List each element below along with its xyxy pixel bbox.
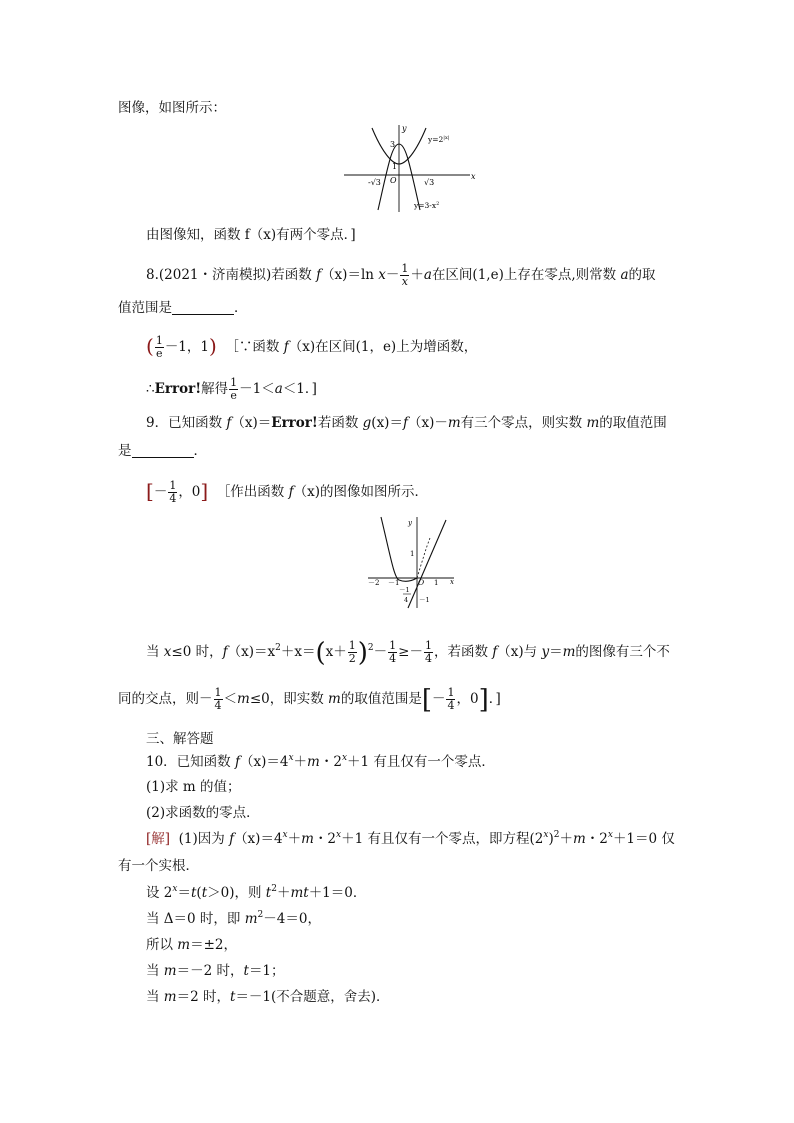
text-line: 图像，如图所示：	[118, 100, 226, 116]
x-axis-label: x	[471, 172, 476, 181]
answer-blank	[132, 443, 194, 458]
origin-label: O	[390, 176, 397, 185]
graph-figure-2	[364, 514, 460, 610]
graph-figure-1	[340, 122, 480, 214]
answer-8: ( $\frac{1}{e}$ －1，1) ［∵函数 f（x)在区间(1，e)上为增函数，	[146, 334, 478, 360]
root-label: -√3	[368, 178, 381, 187]
fraction: $\frac{1}{x}$	[401, 262, 409, 288]
solution-line-1: [解] (1)因为 $f(x)=4^x+m$・$2^x+1$ 有且仅有一个零点，即方程$(2^x)^2+m$・$2^x+1=0$ 仅	[146, 830, 675, 847]
text-line: 由图像知，函数 f（x)有两个零点．]	[146, 227, 356, 243]
origin-label: O	[418, 578, 425, 587]
question-10-part-2: (2)求函数的零点．	[146, 805, 260, 821]
answer-9-line-1: 当 x≤0 时，$f(x)=x^2+x=(x+$ $\frac{1}{2}$ )$^2$－ $\frac{1}{4}$ ≥－ $\frac{1}{4}$ ，若函数 f（x)与 y＝m的图像有三个不	[146, 638, 670, 668]
solution-line-4: 当 Δ＝0 时，即 $m^2-4=0$，	[146, 910, 321, 927]
tick-label: 1	[410, 550, 415, 558]
answer-9: [－ $\frac{1}{4}$ ，0] ［作出函数 f（x)的图像如图所示．	[146, 479, 428, 505]
answer-8-cont: ∴Error!解得 $\frac{1}{e}$ －1＜a＜1．]	[146, 376, 317, 402]
curve-label: $y=2^{|x|}$	[428, 135, 450, 144]
solution-line-6: 当 m＝－2 时，t＝1；	[146, 963, 285, 979]
root-label: √3	[424, 178, 435, 187]
line-branch	[408, 520, 446, 608]
solution-line-2: 有一个实根．	[118, 858, 199, 874]
question-9-cont: 是 ．	[118, 443, 207, 459]
question-9: 9．已知函数 f（x)＝Error!若函数 g(x)＝f（x)－m有三个零点，则实数 m的取值范围	[146, 415, 667, 431]
question-8-cont: 值范围是 ．	[118, 300, 248, 316]
solution-line-7: 当 m＝2 时，t＝－1(不合题意，舍去)．	[146, 989, 390, 1005]
curve-label: $y=3-x^2$	[414, 201, 440, 210]
y-axis-label: y	[408, 519, 412, 527]
y-axis-label: y	[402, 124, 407, 133]
tick-label: 4	[404, 596, 409, 604]
answer-blank	[172, 300, 234, 315]
question-8: 8.(2021・济南模拟)若函数 f（x)＝ln x－ $\frac{1}{x}$ ＋a在区间(1,e)上存在零点,则常数 a的取	[146, 262, 656, 288]
solution-line-5: 所以 m＝±2，	[146, 937, 238, 953]
solution-line-3: 设 $2^x=t(t>0)$，则 $t^2+mt+1=0$．	[146, 884, 367, 901]
tick-label: 1	[392, 162, 398, 171]
tick-label: －2	[368, 579, 380, 587]
answer-9-line-2: 同的交点，则－ $\frac{1}{4}$ ＜m≤0，即实数 m的取值范围是[－ $\frac{1}{4}$ ，0]．]	[118, 685, 501, 715]
question-10-part-1: (1)求 m 的值；	[146, 779, 241, 795]
tick-label: －1	[419, 596, 430, 604]
tick-label: 3	[390, 140, 396, 149]
x-axis-label: x	[450, 578, 454, 586]
question-10: 10．已知函数 $f(x)=4^x+m$・$2^x+1$ 有且仅有一个零点．	[146, 753, 495, 770]
section-heading: 三、解答题	[146, 731, 214, 747]
tick-label: －1	[388, 579, 400, 587]
tick-label: 1	[434, 579, 439, 587]
tick-label: －1	[399, 586, 410, 594]
